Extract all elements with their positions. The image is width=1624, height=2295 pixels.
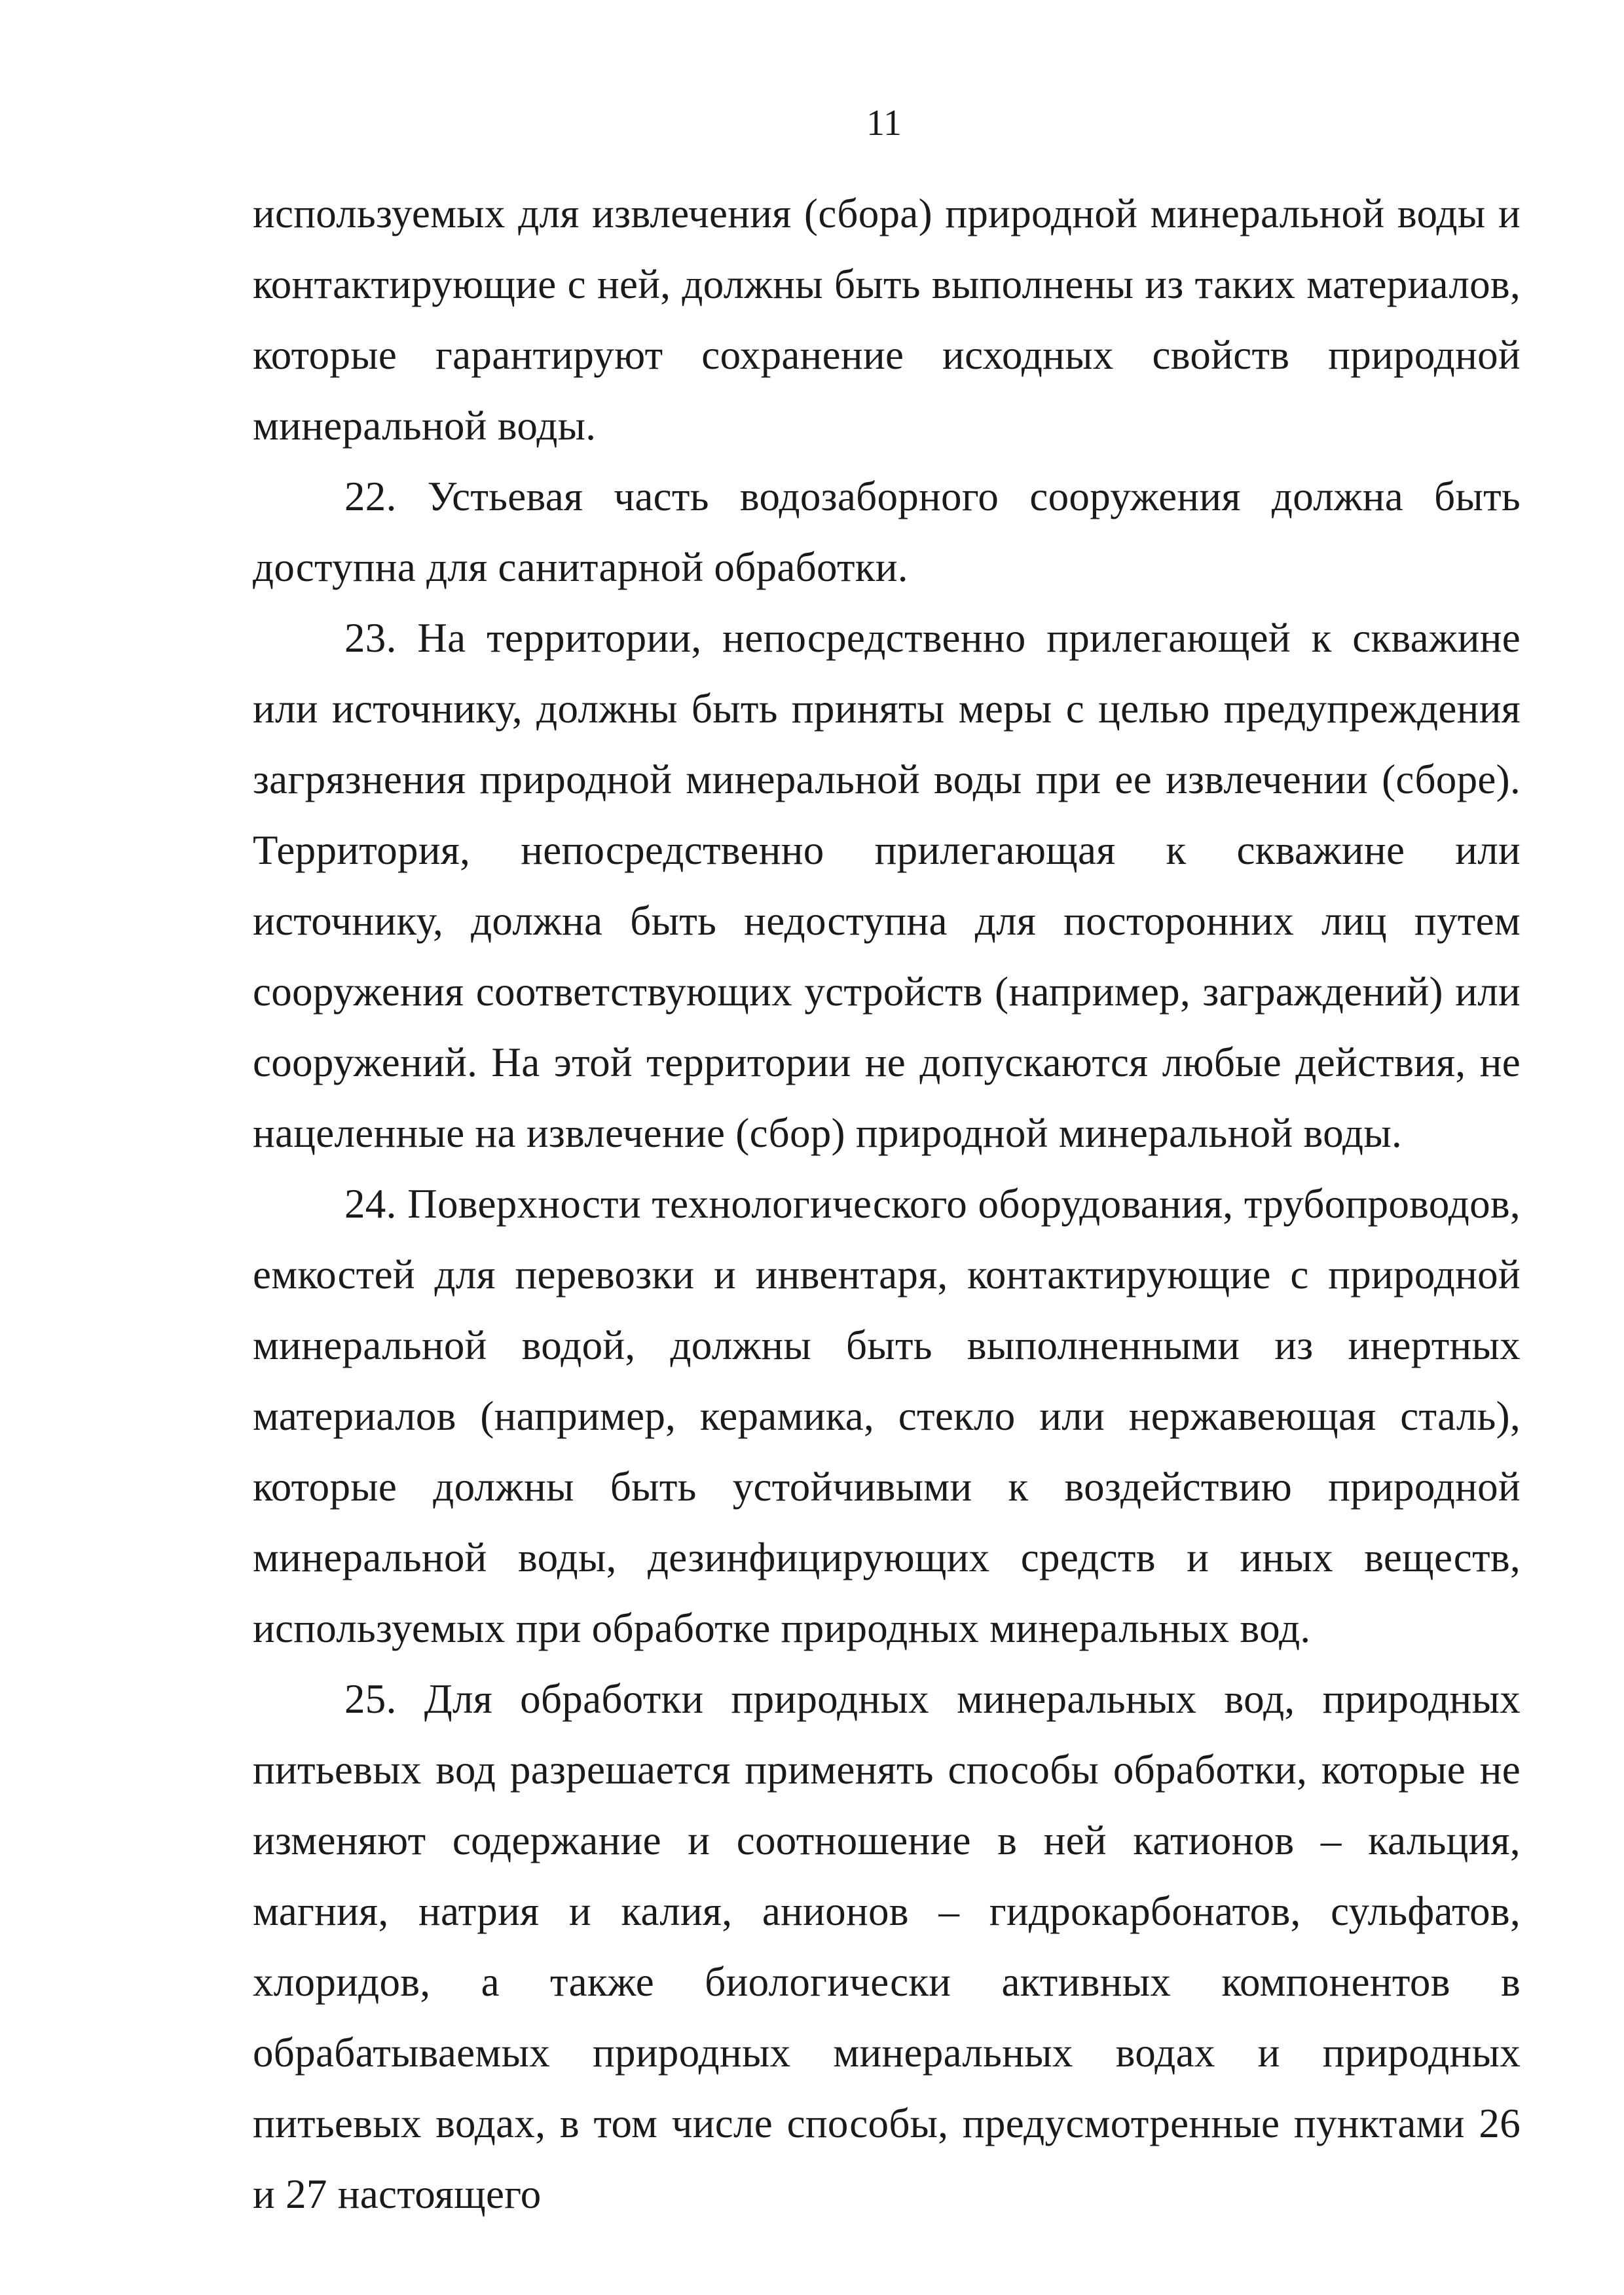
paragraph-25: 25. Для обработки природных минеральных вод, природных питьевых вод разрешается применять способы обработки, которые не изменяют содержание и соотношение в ней катионов – кальция, магния, натрия и калия, анионов – гидрокарбонатов, сульфатов, хлоридов, а также биологически активных компонентов в обрабатываемых природных минеральных водах и природных питьевых водах, в том числе способы, предусмотренные пунктами 26 и 27 настоящего	[253, 1676, 1521, 2217]
paragraph-23: 23. На территории, непосредственно прилегающей к скважине или источнику, должны быть приняты меры с целью предупреждения загрязнения природной минеральной воды при ее извлечении (сборе). Территория, непосредственно прилегающая к скважине или источнику, должна быть недоступна для посторонних лиц путем сооружения соответствующих устройств (например, заграждений) или сооружений. На этой территории не допускаются любые действия, не нацеленные на извлечение (сбор) природной минеральной воды.	[253, 615, 1521, 1156]
document-body	[253, 178, 1521, 2230]
page-number: 11	[866, 103, 902, 143]
paragraph-24: 24. Поверхности технологического оборудования, трубопроводов, емкостей для перевозки и инвентаря, контактирующие с природной минеральной водой, должны быть выполненными из инертных материалов (например, керамика, стекло или нержавеющая сталь), которые должны быть устойчивыми к воздействию природной минеральной воды, дезинфицирующих средств и иных веществ, используемых при обработке природных минеральных вод.	[253, 1181, 1521, 1651]
paragraph-continuation: используемых для извлечения (сбора) природной минеральной воды и контактирующие с ней, должны быть выполнены из таких материалов, которые гарантируют сохранение исходных свойств природной минеральной воды.	[253, 191, 1521, 449]
paragraph-22: 22. Устьевая часть водозаборного сооружения должна быть доступна для санитарной обработки.	[253, 474, 1521, 590]
